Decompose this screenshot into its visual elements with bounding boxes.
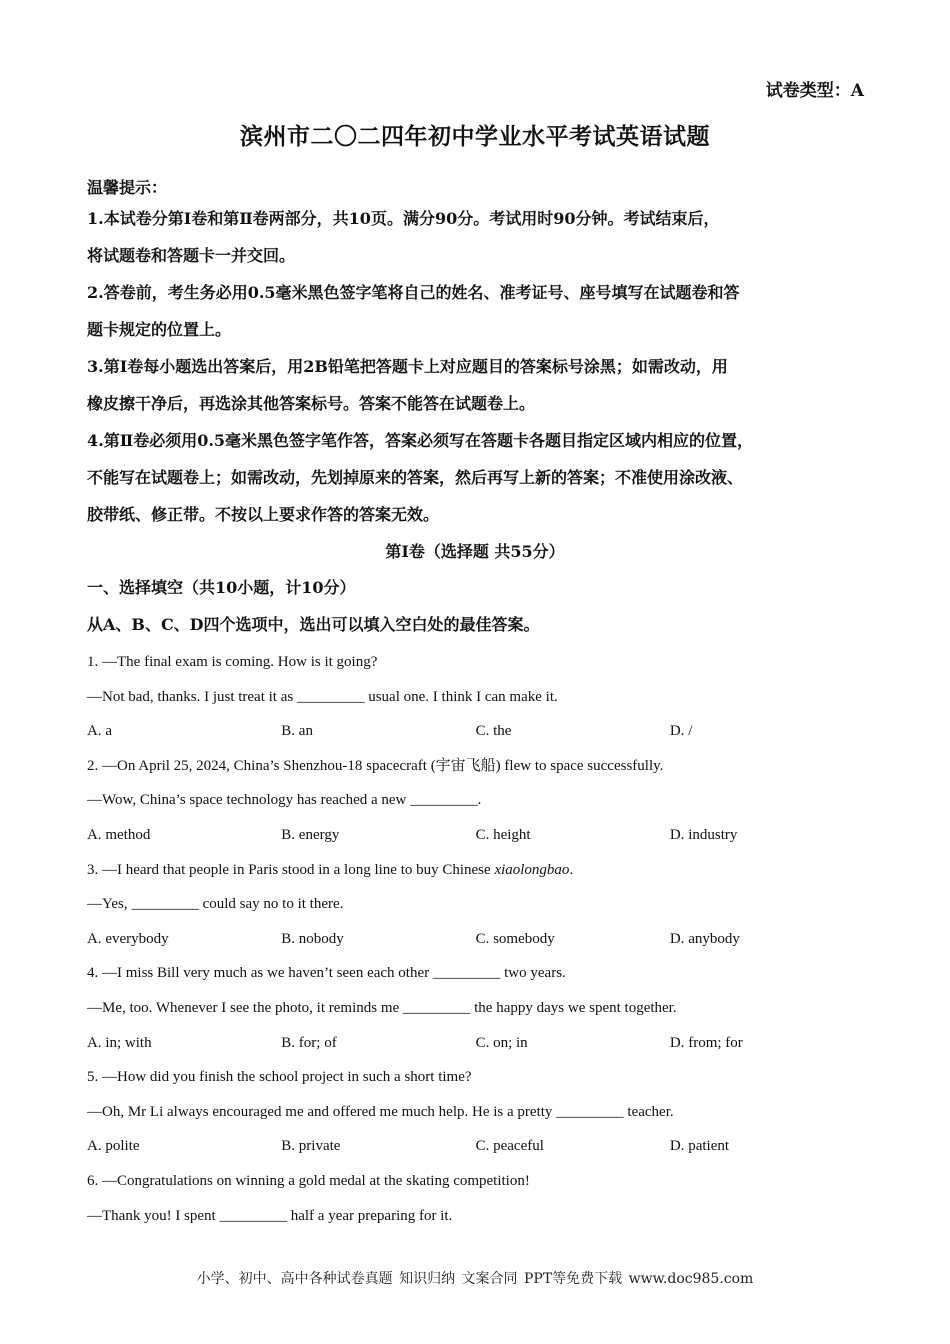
question-prompt: 5. —How did you finish the school project in such a short time?: [87, 1069, 472, 1086]
option-row: [87, 821, 887, 856]
option-d: D. /: [669, 723, 693, 740]
option-a: A. a: [87, 723, 112, 740]
option-c: C. on; in: [475, 1034, 528, 1051]
option-row: [87, 717, 887, 752]
option-a: A. polite: [87, 1138, 140, 1155]
question-prompt: 6. —Congratulations on winning a gold medal at the skating competition!: [87, 1172, 530, 1189]
option-c: C. height: [475, 826, 531, 843]
exam-title: 滨州市二〇二四年初中学业水平考试英语试题: [240, 123, 710, 150]
prompt-italic-term: xiaolongbao: [494, 861, 570, 878]
question-prompt: 1. —The final exam is coming. How is it going?: [87, 654, 378, 670]
paper-type-label: 试卷类型：A: [765, 81, 864, 101]
notice-line: 题卡规定的位置上。: [87, 320, 232, 339]
option-d: D. industry: [669, 826, 738, 843]
option-c: C. peaceful: [475, 1138, 544, 1155]
option-row: [87, 925, 887, 960]
question-list: [87, 648, 887, 1236]
option-c: C. the: [475, 723, 512, 740]
question-prompt: [87, 856, 887, 891]
question-reply: —Me, too. Whenever I see the photo, it reminds me _________ the happy days we spent together.: [87, 999, 677, 1016]
notice-heading: 温馨提示：: [87, 178, 168, 197]
notice-line: 2.答卷前，考生务必用0.5毫米黑色签字笔将自己的姓名、准考证号、座号填写在试题卷和答: [87, 283, 740, 302]
notice-line: 胶带纸、修正带。不按以上要求作答的答案无效。: [87, 505, 440, 524]
part-title: 第Ⅰ卷（选择题 共55分）: [385, 542, 565, 561]
notice-line: 1.本试卷分第Ⅰ卷和第Ⅱ卷两部分，共10页。满分90分。考试用时90分钟。考试结束后，: [87, 209, 720, 228]
option-b: B. nobody: [281, 930, 344, 947]
option-a: A. in; with: [87, 1034, 152, 1051]
option-c: C. somebody: [475, 930, 555, 947]
notice-line: 橡皮擦干净后，再选涂其他答案标号。答案不能答在试题卷上。: [87, 394, 536, 413]
notice-line: 3.第Ⅰ卷每小题选出答案后，用2B铅笔把答题卡上对应题目的答案标号涂黑；如需改动，用: [87, 357, 728, 376]
option-b: B. energy: [281, 826, 340, 843]
notice-line: 将试题卷和答题卡一并交回。: [87, 246, 296, 265]
notice-block: [87, 176, 877, 533]
prompt-end: .: [569, 861, 574, 878]
question-reply: —Wow, China’s space technology has reached a new _________.: [87, 792, 482, 809]
question-prompt: 2. —On April 25, 2024, China’s Shenzhou-18 spacecraft (宇宙飞船) flew to space successfully.: [87, 757, 664, 774]
notice-line: 不能写在试题卷上；如需改动，先划掉原来的答案，然后再写上新的答案；不准使用涂改液、: [87, 468, 744, 487]
question-prompt: 4. —I miss Bill very much as we haven’t seen each other _________ two years.: [87, 965, 566, 982]
page-footer: 小学、初中、高中各种试卷真题 知识归纳 文案合同 PPT等免费下载 www.doc985.com: [196, 1271, 754, 1287]
section-title: 一、选择填空（共10小题，计10分）: [87, 578, 356, 597]
question-reply: —Not bad, thanks. I just treat it as _________ usual one. I think I can make it.: [87, 688, 558, 705]
question-reply: —Thank you! I spent _________ half a year preparing for it.: [87, 1207, 453, 1224]
option-d: D. anybody: [669, 930, 740, 947]
option-a: A. method: [87, 826, 151, 843]
prompt-text: 3. —I heard that people in Paris stood in a long line to buy Chinese: [87, 861, 495, 878]
option-row: [87, 1029, 887, 1064]
option-d: D. from; for: [669, 1034, 743, 1051]
option-d: D. patient: [669, 1138, 730, 1155]
option-row: [87, 1132, 887, 1167]
question-reply: —Yes, _________ could say no to it there.: [87, 896, 344, 913]
option-b: B. an: [281, 723, 313, 740]
notice-line: 4.第Ⅱ卷必须用0.5毫米黑色签字笔作答，答案必须写在答题卡各题目指定区域内相应的位置，: [87, 431, 754, 450]
section-instruction: 从A、B、C、D四个选项中，选出可以填入空白处的最佳答案。: [87, 615, 540, 634]
option-b: B. private: [281, 1138, 341, 1155]
option-b: B. for; of: [281, 1034, 337, 1051]
question-reply: —Oh, Mr Li always encouraged me and offered me much help. He is a pretty _________ teacher.: [87, 1103, 674, 1120]
option-a: A. everybody: [87, 930, 169, 947]
